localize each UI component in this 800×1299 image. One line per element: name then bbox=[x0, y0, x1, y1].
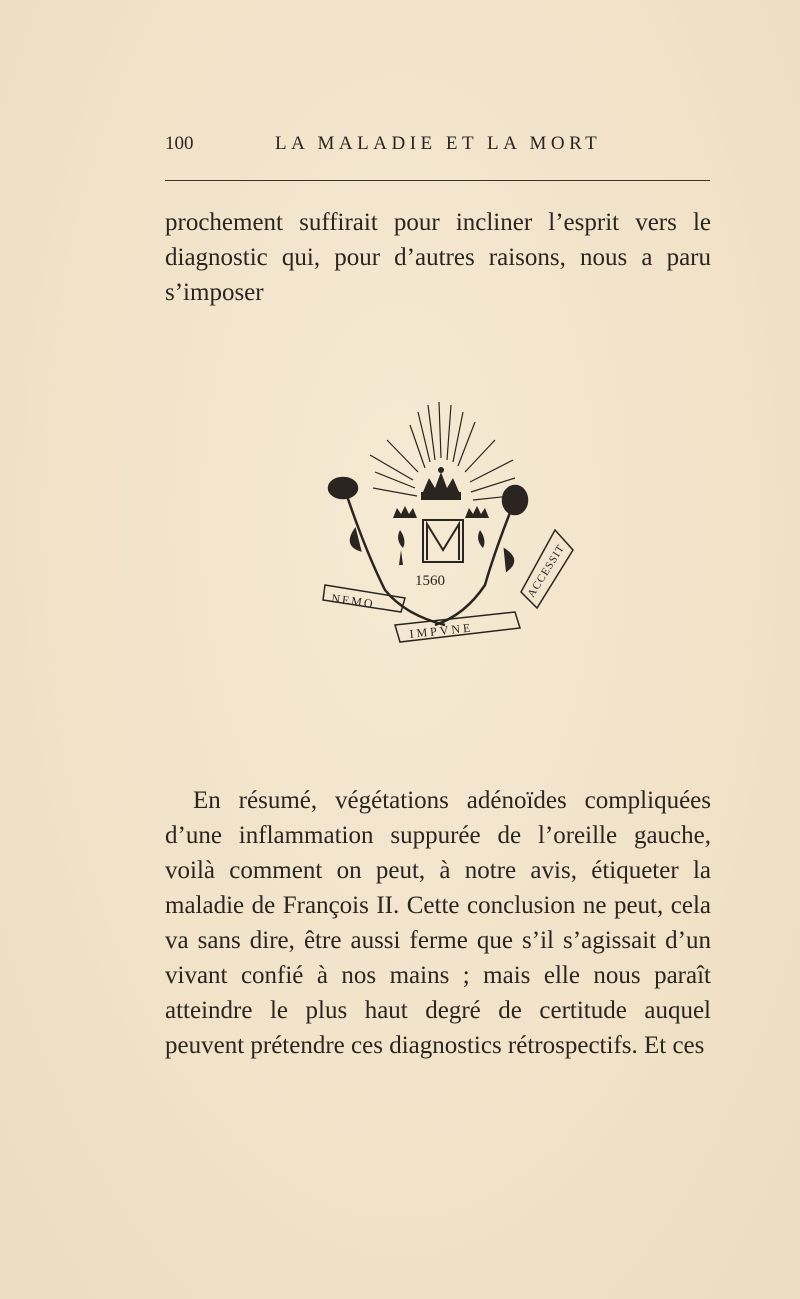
header-rule bbox=[165, 180, 710, 181]
ribbon-right-text: ACCESSIT bbox=[525, 542, 568, 600]
ribbon-left-text: NEMO bbox=[330, 591, 376, 612]
running-title: LA MALADIE ET LA MORT bbox=[275, 133, 602, 154]
running-head bbox=[165, 133, 710, 159]
royal-emblem-vignette bbox=[315, 400, 577, 660]
monogram-m-icon bbox=[423, 520, 463, 562]
page-number: 100 bbox=[165, 133, 194, 154]
paragraph-resume: En résumé, végétations adénoïdes compliquées d’une inflammation suppurée de l’oreille gauche, voilà comment on peut, à notre avis, étiqueter la maladie de François II. Cette conclusion ne peut, cela va sans dire, être aussi ferme que s’il s’agissait d’un vivant confié à nos mains ; mais elle nous paraît atteindre le plus haut degré de certitude auquel peuvent prétendre ces diagnostics rétrospectifs. Et ces bbox=[165, 787, 711, 1059]
crown-icon bbox=[421, 467, 461, 500]
small-crown-icon bbox=[393, 506, 489, 518]
ribbon-bottom-text: IMPVNE bbox=[408, 620, 474, 641]
paragraph-continuation: prochement suffirait pour incliner l’esprit vers le diagnostic qui, pour d’autres raisons, nous a paru s’imposer bbox=[165, 209, 711, 306]
emblem-year: 1560 bbox=[415, 573, 445, 589]
